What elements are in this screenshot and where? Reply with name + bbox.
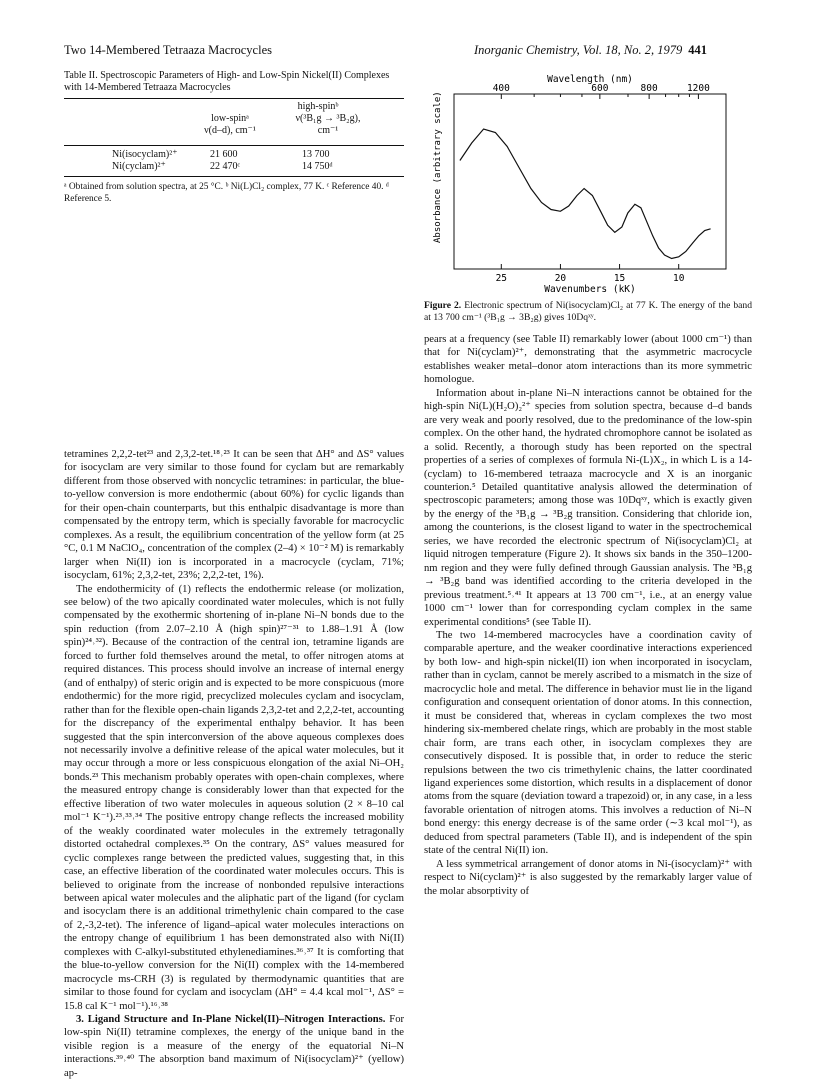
col2-unit: cm⁻¹ [317,125,339,136]
table-header [64,99,404,145]
paragraph: tetramines 2,2,2-tet²³ and 2,3,2-tet.¹⁸˒²³ It can be seen that ΔH° and ΔS° values for isocyclam are very similar to those found for cyclam but are remarkably different from those observed with noncyclic tetramines: in particular, the blue-to-yellow conversion is more endothermic (about 60%) for cyclic ligands than for their open-chain counterparts, but this enthalpic disadvantage is more than compensated by the entropy term, which is specially favorable for macrocyclic complexes. As a result, the equilibrium concentration of the yellow form (at 25 °C, 0.1 M NaClO₄, concentration of the complex (2–4) × 10⁻² M) is remarkably larger when Ni(II) ion is incorporated in a macrocycle (cyclam, 71%; isocyclam, 61%; 2,3,2-tet, 23%; 2,2,2-tet, 1%). [64,449,404,582]
journal-citation: Inorganic Chemistry, Vol. 18, No. 2, 1979 [474,43,683,57]
table-footnote: ᵃ Obtained from solution spectra, at 25 °C. ᵇ Ni(L)Cl₂ complex, 77 K. ᶜ Reference 40. ᵈ Reference 5. [64,182,389,204]
bottom-tick-label: 25 [495,273,508,284]
table-row [64,149,404,161]
col2-sub: ν(³B₁g → ³B₂g), [295,113,361,124]
plot-frame [454,94,726,269]
table-bottom-rule [64,176,404,177]
top-tick-label: 400 [492,83,510,94]
table-ii [64,70,404,205]
y-axis-label: Absorbance (arbitrary scale) [433,91,443,243]
top-tick-label: 600 [591,83,609,94]
row-high: 14 750ᵈ [302,161,333,172]
table-title: Table II. Spectroscopic Parameters of High- and Low-Spin Nickel(II) Complexes with 14-Membered Tetraaza Macrocycles [64,70,390,93]
figure-label: Figure 2. [424,300,462,311]
running-header-right [474,43,707,58]
paragraph: The endothermicity of (1) reflects the endothermic release (or molization, see below) of the two apically coordinated water molecules, which is not fully compensated by the exothermic shortening of in-plane Ni–N bonds due to the spin reduction (from 2.07–2.10 Å (high spin)²⁷⁻³¹ to 1.88–1.91 Å (low spin)²⁴˒³²). Because of the contraction of the central ion, tetramine ligands are forced to further fold themselves around the metal, to offer nitrogen atoms at required distances. This process should involve an increase of internal energy (and of enthalpy) of steric origin and is expected to be more conspicuous (more endothermic) for the more rigid, precyclized molecules cyclam and isocyclam, rather than for the flexible open-chain ligands 2,3,2-tet and 2,2,2-tet, accounting for the discrepancy of the experimental enthalpy behavior. It has been suggested that the spin interconversion of the above aqueous complexes does not necessarily involve a definitive release of the apical water molecules, but it may occur through a more or less conspicuous elongation of the axial Ni–OH₂ bonds.²³ This mechanism probably operates with open-chain complexes, where the measured entropy change is considerably lower than that expected for the effective liberation of two water molecules in aqueous solution (2 × 8–10 cal mol⁻¹ K⁻¹).²³˒³³˒³⁴ The positive entropy change reflects the increased mobility of the weakly coordinated water molecules in the extremely tetragonally distorted octahedral complexes.³⁵ On the contrary, ΔS° values measured for cyclic complexes range between the predicted values, suggesting that, in this case, an effective liberation of the coordinated water molecules occurs. This is believed to originate from the increase of nonbonded repulsive interactions between apical water molecules and the aliphatic part of the ligand (for cyclam and isocyclam there is an additional trimethylenic chain compared to the case of 2,-3,2-tet). The inference of ligand–apical water molecules interactions on the entropy change of equilibrium 1 has been demonstrated also with Ni(II) complexes with C-alkyl-substituted ethylenediamines.³⁶˒³⁷ It is comforting that the blue-to-yellow conversion for the Ni(II) complex with the 14-membered macrocycle ms-CRH (3) is regulated by thermodynamic quantities that are similar to those found for cyclam and isocyclam (ΔH° = 4.4 kcal mol⁻¹, ΔS° = 15.8 cal K⁻¹ mol⁻¹).¹⁶˒³⁸ [64,583,404,1012]
top-tick-label: 800 [640,83,658,94]
bottom-axis-label: Wavenumbers (kK) [544,284,636,295]
right-column [424,333,752,898]
paragraph: Information about in-plane Ni–N interactions cannot be obtained for the high-spin Ni(L)(H₂O)₂²⁺ species from solution spectra, because d–d bands are very weak and poorly resolved, due to the predominance of the low-spin complex. On the other hand, the hydrated chromophore cannot be isolated as a solid. Recently, a thorough study has been reported on the spectral properties of a series of complexes of formula Ni-(L)X₂, in which L is a 14- (cyclam) to 16-membered tetraaza macrocycle and X is an inorganic counterion.⁵ Detailed quantitative analysis allowed the determination of spectroscopic parameters; among those was 10Dqˣʸ, which is exactly given by the energy of the ³B₁g → ³B₂g transition. Considering that chloride ion, among the counterions, is the closest ligand to water in the spectrochemical series, we have recorded the electronic spectrum of Ni(isocyclam)Cl₂ at liquid nitrogen temperature (Figure 2). It shows six bands in the 350–1200-nm region and they were fully defined through Gaussian analysis. The ³B₁g → ³B₂g band was identified according to the criteria developed in the previous treatment.⁵˒⁴¹ It appears at 13 700 cm⁻¹, i.e., at an energy value 1000 cm⁻¹ lower than for corresponding cyclam complex in the same experimental conditions⁵ (see Table II). [424,387,752,628]
figure-2 [424,70,752,330]
col1-head: low-spinᵃ [211,113,249,124]
paragraph: A less symmetrical arrangement of donor atoms in Ni-(isocyclam)²⁺ with respect to Ni(cyclam)²⁺ is also suggested by the remarkably larger value of the molar absorptivity of [424,858,752,897]
top-axis-label: Wavelength (nm) [547,74,633,85]
row-high: 13 700 [302,149,330,160]
running-header-left: Two 14-Membered Tetraaza Macrocycles [64,43,272,57]
top-tick-label: 1200 [686,83,710,94]
section-paragraph [64,1013,404,1080]
bottom-tick-label: 10 [672,273,685,284]
col1-sub: ν(d–d), cm⁻¹ [204,125,256,136]
row-name: Ni(isocyclam)²⁺ [112,149,178,160]
bottom-tick-label: 15 [613,273,626,284]
paragraph: The two 14-membered macrocycles have a coordination cavity of comparable aperture, and the weaker coordinative interactions experienced by both low- and high-spin nickel(II) ion when incorporated in isocyclam, rather than in cyclam, cannot be merely ascribed to a mismatch in the size of macrocyclic hole and metal. The difference in behavior must lie in the ligand configuration and consequent orientation of donor atoms. In this connection, it must be considered that, whereas in cyclam complexes the two most hindering six-membered chelate rings, which are probably in the most stable chair form, are trans each other, in isocyclam complexes they are consecutively disposed. It is possible that, in order to reduce the steric repulsions between the two cis trimethylenic chains, the latter coordinated ligand experiences some distortion, which results in a displacement of donor atoms from the square (deviation toward a trapezoid) or, in any case, in a less favorable orientation of nitrogen atoms. This involves a reduction of Ni–N bond energy: this energy decrease is of the same order (∼3 kcal mol⁻¹), as deduced from spectral parameters (Table II), and is independent of the spin state of the central Ni(II) ion. [424,629,752,857]
paragraph: pears at a frequency (see Table II) remarkably lower (about 1000 cm⁻¹) than that for Ni(cyclam)²⁺, demonstrating that the asymmetric macrocycle establishes weaker metal–donor atom interactions than its more symmetric homologue. [424,334,752,386]
figure-caption-text: Electronic spectrum of Ni(isocyclam)Cl₂ at 77 K. The energy of the band at 13 700 cm⁻¹ (³B₁g → 3B₂g) gives 10Dqˣʸ. [424,300,752,323]
section-text: For low-spin Ni(II) tetramine complexes, the energy of the unique band in the visible region is a measure of the energy of the equatorial Ni–N interactions.³⁹˒⁴⁰ The absorption band maximum of Ni(isocyclam)²⁺ (yellow) ap- [64,1014,405,1079]
figure-caption [424,300,752,323]
bottom-tick-label: 20 [554,273,567,284]
table-row [64,161,404,173]
spectrum-chart [424,70,752,298]
section-heading: 3. Ligand Structure and In-Plane Nickel(II)–Nitrogen Interactions. [76,1014,386,1026]
row-low: 22 470ᶜ [210,161,241,172]
row-name: Ni(cyclam)²⁺ [112,161,166,172]
col2-head: high-spinᵇ [297,101,339,112]
row-low: 21 600 [210,149,238,160]
spectrum-line [460,129,711,259]
page-number: 441 [688,43,707,57]
left-column [64,448,404,1080]
